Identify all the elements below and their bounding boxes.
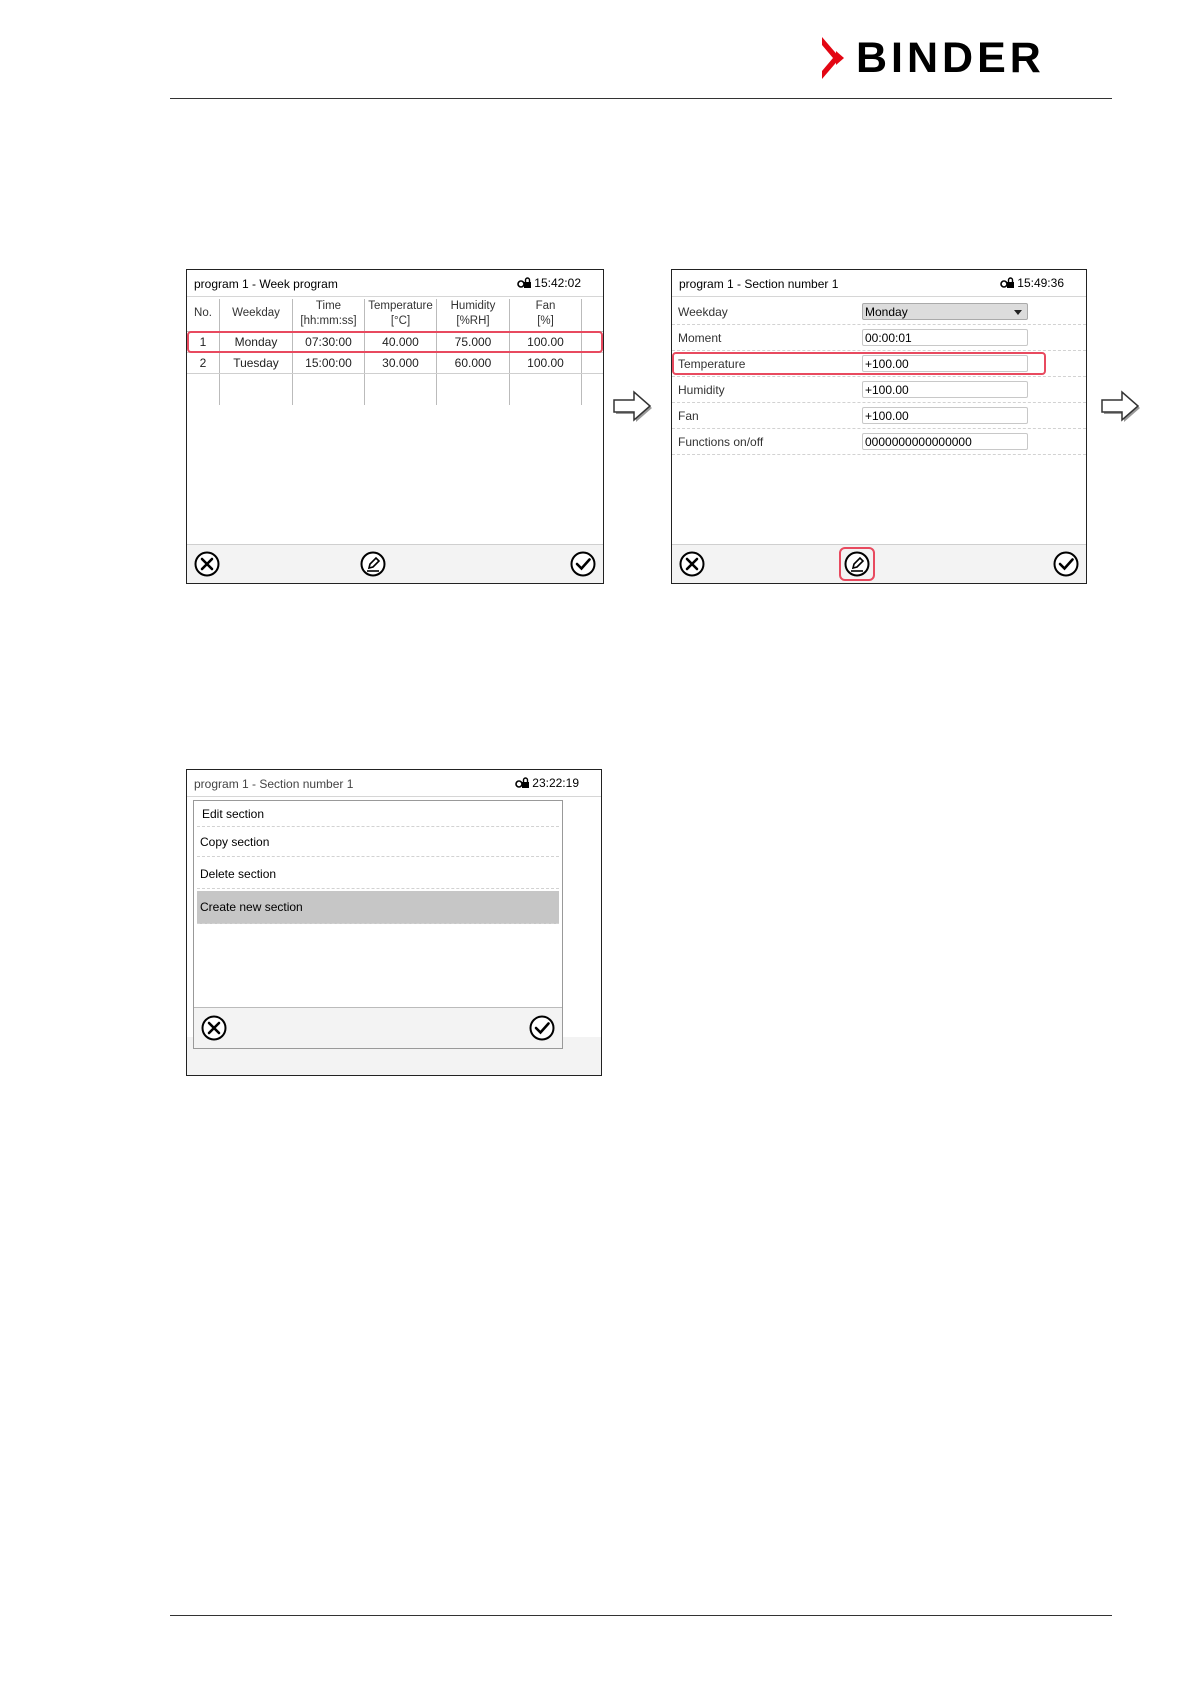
field-label: Functions on/off [678,435,764,449]
confirm-icon[interactable] [570,551,596,577]
screen-title-bar [187,770,601,797]
confirm-icon[interactable] [1053,551,1079,577]
cancel-icon[interactable] [201,1015,227,1041]
screen-title: program 1 - Week program [194,277,338,291]
screen-footer [672,544,1086,583]
cell-humidity: 60.000 [454,356,492,370]
cell-no: 2 [199,356,207,370]
confirm-icon[interactable] [529,1015,555,1041]
selected-row-highlight [187,331,603,353]
section-menu-screen [186,769,602,1076]
chevron-down-icon [1014,310,1022,315]
menu-item-delete-section[interactable]: Delete section [197,859,559,889]
screen-footer [187,544,603,583]
humidity-field[interactable]: +100.00 [862,381,1028,398]
clock-time: 15:42:02 [534,276,581,290]
column-header: Temperature [°C] [368,300,433,327]
header-divider [170,98,1112,99]
brand-name: BINDER [856,34,1045,82]
cell-temperature: 30.000 [382,356,419,370]
screen-title-bar [672,270,1086,297]
moment-field[interactable]: 00:00:01 [862,329,1028,346]
menu-item-edit-section[interactable]: Edit section [197,801,559,827]
table-header [187,297,603,331]
edit-icon[interactable] [360,551,386,577]
cancel-icon[interactable] [679,551,705,577]
form-row-functions [672,430,1086,455]
cell-humidity: 75.000 [454,335,492,349]
form-row-humidity [672,378,1086,403]
section-edit-screen [671,269,1087,584]
menu-item-copy-section[interactable]: Copy section [197,827,559,857]
screen-title-bar [187,270,603,297]
field-label: Moment [678,331,722,345]
cell-time: 15:00:00 [305,356,352,370]
column-header: No. [194,307,212,319]
arrow-right-icon [1100,389,1140,423]
cell-no: 1 [199,335,207,349]
cell-fan: 100.00 [527,356,564,370]
form-row-fan [672,404,1086,429]
clock [1000,276,1064,290]
cell-weekday: Monday [234,335,278,349]
screen-title: program 1 - Section number 1 [679,277,839,291]
fan-field[interactable]: +100.00 [862,407,1028,424]
column-header: Humidity [%RH] [450,300,496,327]
form-row-moment [672,326,1086,351]
cancel-icon[interactable] [194,551,220,577]
weekday-select[interactable]: Monday [862,303,1028,320]
screen-title: program 1 - Section number 1 [194,777,354,791]
cell-temperature: 40.000 [382,335,419,349]
menu-footer [194,1007,562,1048]
week-program-screen [186,269,604,584]
context-menu [193,800,563,1049]
column-header: Fan [%] [535,300,556,327]
cell-fan: 100.00 [527,335,564,349]
field-label: Temperature [678,357,746,371]
field-label: Humidity [678,383,725,397]
clock-time: 15:49:36 [1017,276,1064,290]
temperature-field[interactable]: +100.00 [862,355,1028,372]
clock [517,276,581,290]
lock-key-icon [515,777,529,789]
field-label: Weekday [678,305,728,319]
arrow-right-icon [612,389,652,423]
cell-weekday: Tuesday [233,356,279,370]
column-header: Time [hh:mm:ss] [300,300,357,327]
binder-logo [822,34,1045,82]
lock-key-icon [517,277,531,289]
footer-divider [170,1615,1112,1616]
form-row-weekday [672,300,1086,325]
clock-time: 23:22:19 [532,776,579,790]
cell-time: 07:30:00 [305,335,352,349]
binder-logo-mark-icon [822,37,852,79]
menu-item-create-new-section[interactable]: Create new section [197,891,559,924]
clock [515,776,579,790]
table-row[interactable] [187,353,603,374]
edit-button-highlight [839,547,875,581]
functions-field[interactable]: 0000000000000000 [862,433,1028,450]
field-label: Fan [678,409,699,423]
lock-key-icon [1000,277,1014,289]
column-header: Weekday [232,307,280,319]
temperature-row-highlight [672,352,1046,375]
